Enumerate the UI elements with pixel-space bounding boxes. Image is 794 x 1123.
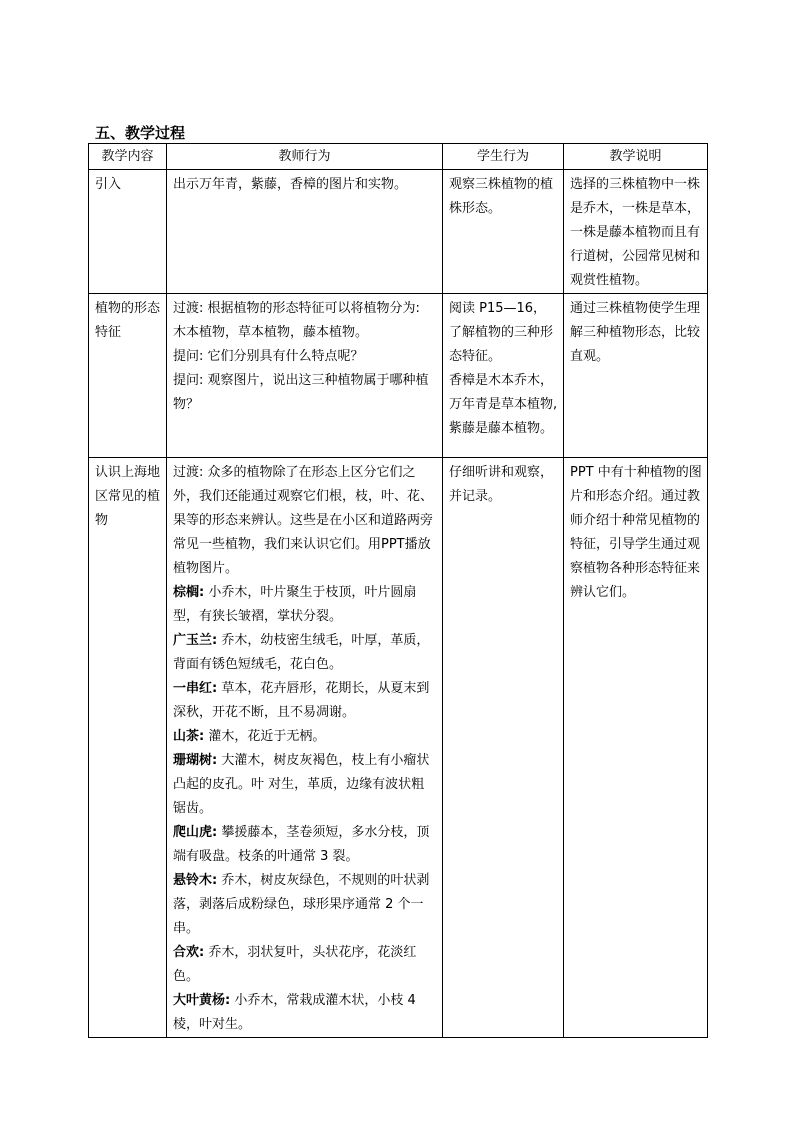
cell-note: 通过三株植物使学生理解三种植物形态，比较直观。: [564, 294, 708, 458]
plant-desc: 草本，花卉唇形，花期长，从夏末到深秋，开花不断，且不易凋谢。: [173, 681, 430, 720]
plant-entry: [173, 941, 437, 989]
cell-student: [443, 294, 564, 458]
header-note: 教学说明: [564, 144, 708, 170]
cell-note: 选择的三株植物中一株是乔木，一株是草本，一株是藤本植物而且有行道树，公园常见树和观赏性植物。: [564, 170, 708, 294]
plant-desc: 小乔木，常栽成灌木状，小枝 4 棱，叶对生。: [173, 993, 416, 1032]
cell-note: PPT 中有十种植物的图片和形态介绍。通过教师介绍十种常见植物的特征，引导学生通过观察植物各种形态特征来辨认它们。: [564, 458, 708, 1038]
plant-name: 棕榈:: [173, 585, 205, 600]
plant-name: 广玉兰:: [173, 633, 218, 648]
plant-entry: [173, 989, 437, 1037]
table-row: [89, 294, 708, 458]
plant-entry: [173, 629, 437, 677]
plant-entry: [173, 821, 437, 869]
cell-teacher: [167, 170, 443, 294]
plant-desc: 乔木，羽状复叶，头状花序，花淡红色。: [173, 945, 417, 984]
plant-name: 山茶:: [173, 729, 205, 744]
cell-content: 引入: [89, 170, 167, 294]
table-row: [89, 458, 708, 1038]
plant-desc: 乔木，树皮灰绿色，不规则的叶状剥落，剥落后成粉绿色，球形果序通常 2 个一串。: [173, 873, 430, 936]
lesson-process-table: [88, 143, 708, 1038]
cell-content: 植物的形态特征: [89, 294, 167, 458]
table-row: [89, 170, 708, 294]
student-paragraph: 阅读 P15—16，了解植物的三种形态特征。: [449, 301, 554, 364]
teacher-paragraph: 提问: 观察图片，说出这三种植物属于哪种植物？: [173, 373, 429, 412]
table-header-row: [89, 144, 708, 170]
cell-student: [443, 170, 564, 294]
header-teacher: 教师行为: [167, 144, 443, 170]
plant-name: 大叶黄杨:: [173, 993, 231, 1008]
plant-name: 一串红:: [173, 681, 218, 696]
plant-entry: [173, 725, 437, 749]
plant-desc: 小乔木，叶片聚生于枝顶，叶片圆扇型，有狭长皱褶，掌状分裂。: [173, 585, 417, 624]
student-paragraph: 香樟是木本乔木，万年青是草本植物,紫藤是藤本植物。: [449, 373, 558, 436]
plant-entry: [173, 581, 437, 629]
plant-name: 悬铃木:: [173, 873, 218, 888]
cell-student: [443, 458, 564, 1038]
cell-teacher: [167, 458, 443, 1038]
teacher-paragraph: 提问: 它们分别具有什么特点呢？: [173, 349, 364, 364]
teacher-intro: 过渡: 众多的植物除了在形态上区分它们之外，我们还能通过观察它们根，枝，叶、花、果等的形态来辨认。这些是在小区和道路两旁常见一些植物，我们来认识它们。用PPT播放植物图片。: [173, 465, 434, 576]
plant-desc: 大灌木，树皮灰褐色，枝上有小瘤状凸起的皮孔。叶 对生，革质，边缘有波状粗锯齿。: [173, 753, 430, 816]
cell-content: 认识上海地区常见的植物: [89, 458, 167, 1038]
section-title: 五、教学过程: [95, 124, 186, 142]
teacher-paragraph: 过渡: 根据植物的形态特征可以将植物分为: 木本植物，草本植物，藤本植物。: [173, 301, 420, 340]
teacher-paragraph: 出示万年青，紫藤，香樟的图片和实物。: [173, 177, 408, 192]
cell-teacher: [167, 294, 443, 458]
student-paragraph: 观察三株植物的植株形态。: [449, 177, 554, 216]
plant-desc: 乔木，幼枝密生绒毛，叶厚，革质，背面有锈色短绒毛，花白色。: [173, 633, 430, 672]
header-student: 学生行为: [443, 144, 564, 170]
plant-desc: 攀援藤本，茎卷须短，多水分枝，顶端有吸盘。枝条的叶通常 3 裂。: [173, 825, 430, 864]
plant-entry: [173, 749, 437, 821]
plant-desc: 灌木，花近于无柄。: [204, 729, 326, 744]
plant-name: 合欢:: [173, 945, 205, 960]
plant-name: 爬山虎:: [173, 825, 218, 840]
plant-entry: [173, 677, 437, 725]
student-paragraph: 仔细听讲和观察，并记录。: [449, 465, 554, 504]
plant-name: 珊瑚树:: [173, 753, 218, 768]
header-content: 教学内容: [89, 144, 167, 170]
plant-entry: [173, 869, 437, 941]
